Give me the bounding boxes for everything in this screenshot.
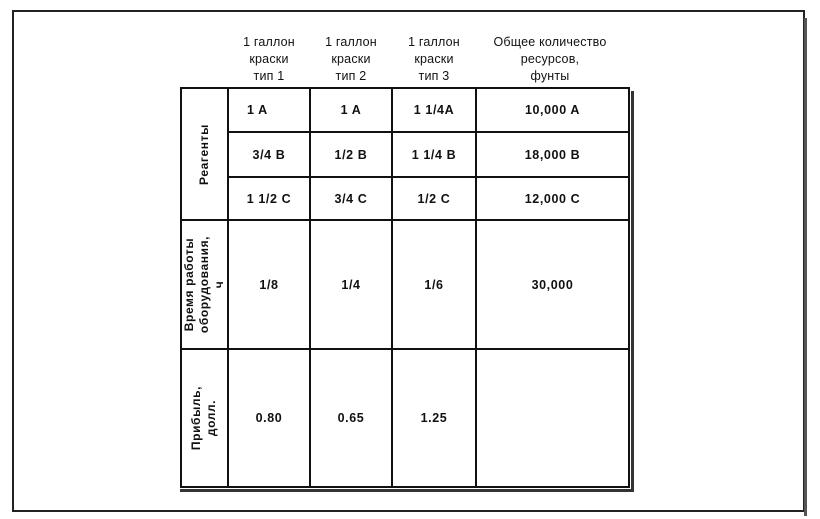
table-cell: 3/4 B xyxy=(252,147,286,162)
table-cell: 1/2 B xyxy=(334,147,368,162)
table-cell: 1/6 xyxy=(424,277,444,292)
row-group-reagents-label: Реагенты xyxy=(197,123,211,185)
table-cell: 1/2 C xyxy=(417,191,451,206)
table-cell: 0.65 xyxy=(337,411,365,425)
table-cell: 30,000 xyxy=(531,277,574,292)
column-header-total-resources: Общее количество ресурсов, фунты xyxy=(493,35,607,83)
resources-table xyxy=(180,87,630,488)
table-cell: 1/4 xyxy=(341,277,361,292)
table-cell: 10,000 A xyxy=(524,103,581,117)
column-header-paint-type-1: 1 галлон краски тип 1 xyxy=(243,35,295,83)
column-header-paint-type-2: 1 галлон краски тип 2 xyxy=(325,35,377,83)
table-cell: 1 A xyxy=(340,103,362,117)
table-cell: 1 A xyxy=(247,103,268,117)
table-cell: 1 1/2 C xyxy=(246,191,292,206)
row-group-profit-label: Прибыль, долл. xyxy=(189,385,219,451)
table-cell: 0.80 xyxy=(255,411,283,425)
row-group-profit xyxy=(182,350,227,486)
table-cell: 18,000 B xyxy=(524,147,581,162)
row-group-equipment-time-label: Время работы оборудования, ч xyxy=(182,235,227,334)
row-group-equipment-time xyxy=(182,221,227,348)
table-cell: 1 1/4A xyxy=(413,103,455,117)
table-cell: 12,000 C xyxy=(524,191,581,206)
column-header-paint-type-3: 1 галлон краски тип 3 xyxy=(408,35,460,83)
table-cell: 1.25 xyxy=(420,411,448,425)
row-group-reagents xyxy=(182,89,227,219)
table-cell: 1 1/4 B xyxy=(411,147,457,162)
table-cell: 1/8 xyxy=(259,277,279,292)
table-cell xyxy=(477,350,628,486)
table-cell: 3/4 C xyxy=(334,191,368,206)
